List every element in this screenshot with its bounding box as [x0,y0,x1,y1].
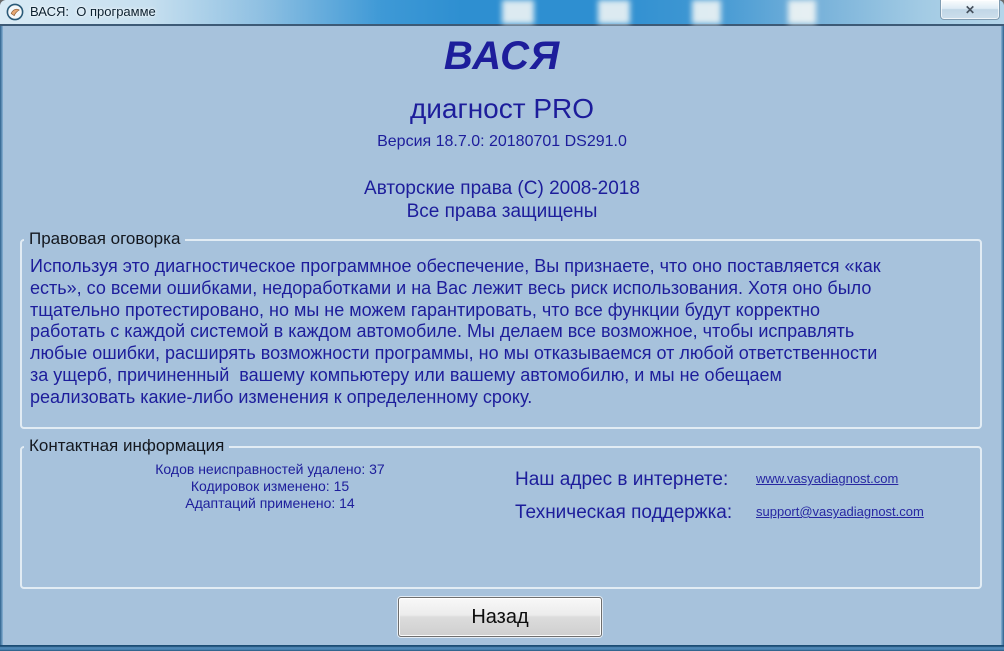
support-label: Техническая поддержка: [515,502,733,523]
titlebar-glass-reflection [598,0,630,24]
app-name: ВАСЯ [443,34,561,78]
stat-fault-codes-cleared: Кодов неисправностей удалено: 37 [155,461,385,477]
app-logo-icon [6,3,24,21]
legal-line: тщательно протестировано, но мы не можем гарантировать, что все функции будут корректно [30,299,821,320]
back-button[interactable] [398,597,602,637]
title-bar[interactable] [0,0,1004,26]
dialog-body [0,26,1004,651]
legal-line: любые ошибки, расширять возможности программы, но мы отказываемся от любой ответственности [30,343,878,364]
legal-line: есть», со всеми ошибками, недоработками и на Вас лежит весь риск использования. Хотя оно было [30,277,872,298]
window-left-border [0,26,3,645]
window-title: ВАСЯ: О программе [30,4,156,19]
support-email-link[interactable]: support@vasyadiagnost.com [756,504,924,519]
legal-disclaimer-text [30,256,980,409]
legal-line: за ущерб, причиненный вашему компьютеру или вашему автомобилю, и мы не обещаем [30,364,782,385]
contact-groupbox-title: Контактная информация [24,436,229,456]
window-bottom-border [0,645,1004,651]
back-button-label: Назад [471,605,529,628]
titlebar-glass-reflection [502,0,534,24]
close-icon: ✕ [964,2,976,17]
legal-line: реализовать какие-либо изменения к определенному сроку. [30,386,533,407]
legal-line: работать с каждой системой в каждом автомобиле. Мы делаем все возможное, чтобы исправлять [30,321,855,342]
website-link[interactable]: www.vasyadiagnost.com [756,471,899,486]
usage-stats [20,461,520,512]
copyright-text: Авторские права (C) 2008-2018 [364,178,640,199]
stat-adaptations-applied: Адаптаций применено: 14 [185,495,355,511]
app-edition: диагност PRO [409,93,595,124]
website-label: Наш адрес в интернете: [515,469,729,490]
close-button[interactable] [940,0,1000,20]
titlebar-glass-reflection [788,0,816,24]
rights-text: Все права защищены [406,201,598,222]
version-text: Версия 18.7.0: 20180701 DS291.0 [377,133,627,150]
stat-codings-changed: Кодировок изменено: 15 [190,478,350,494]
titlebar-glass-reflection [692,0,721,24]
legal-groupbox-title: Правовая оговорка [24,229,185,249]
legal-line: Используя это диагностическое программное обеспечение, Вы признаете, что оно поставляется «как [30,256,881,276]
